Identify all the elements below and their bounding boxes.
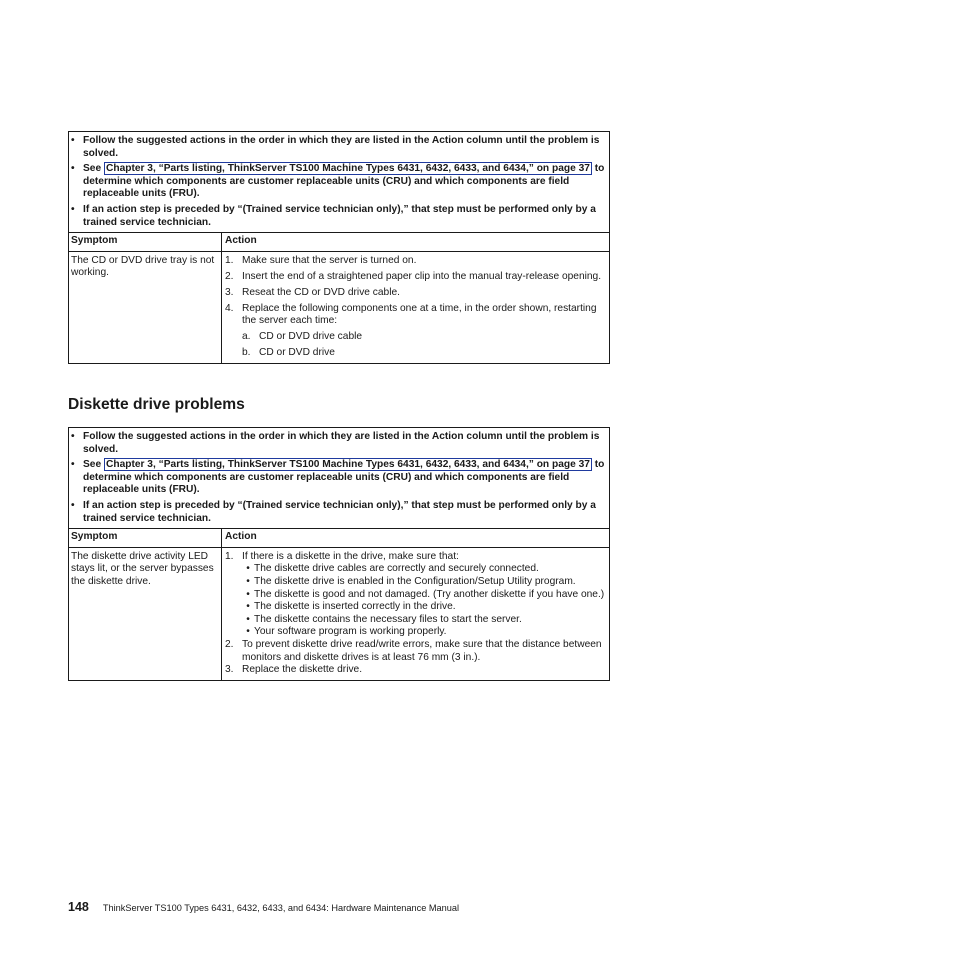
bullet-item (242, 576, 605, 589)
note-text (83, 459, 605, 497)
step-text: Reseat the CD or DVD drive cable. (242, 286, 400, 298)
bullet-icon: • (246, 563, 250, 575)
bullet-item (242, 626, 605, 639)
page-number: 148 (68, 900, 89, 914)
table-header (69, 529, 609, 548)
bullet-icon: • (71, 459, 75, 471)
diskette-problem-table (68, 427, 610, 681)
action-step (225, 639, 605, 664)
note-item (71, 204, 605, 229)
step-text: If there is a diskette in the drive, make sure that: (242, 550, 459, 562)
action-step (225, 303, 605, 360)
step-number: 1. (225, 254, 234, 266)
bullet-text: The diskette is inserted correctly in the drive. (254, 601, 456, 613)
bullet-icon: • (71, 163, 75, 175)
symptom-cell: The CD or DVD drive tray is not working. (69, 252, 222, 363)
bullet-icon: • (246, 588, 250, 600)
table-notes (69, 132, 609, 233)
step-number: 1. (225, 550, 234, 562)
note-prefix: See (83, 163, 102, 175)
action-step (225, 255, 605, 268)
step-text: To prevent diskette drive read/write errors, make sure that the distance between monitors and diskette drives is at least 76 mm (3 in.). (242, 638, 602, 663)
page-footer (68, 900, 459, 914)
chapter-3-link[interactable]: Chapter 3, “Parts listing, ThinkServer TS100 Machine Types 6431, 6432, 6433, and 6434,” on page 37 (105, 163, 590, 175)
bullet-icon: • (71, 499, 75, 511)
table-row (69, 548, 609, 680)
step-body (242, 551, 605, 639)
table-header (69, 233, 609, 252)
substep-letter: a. (242, 331, 251, 343)
bullet-icon: • (246, 601, 250, 613)
chapter-3-link[interactable]: Chapter 3, “Parts listing, ThinkServer TS100 Machine Types 6431, 6432, 6433, and 6434,” on page 37 (105, 459, 590, 471)
action-header: Action (225, 531, 257, 543)
note-item (71, 459, 605, 497)
note-text: If an action step is preceded by “(Trained service technician only),” that step must be performed only by a trained service technician. (83, 499, 596, 524)
note-suffix: to determine which components are customer replaceable units (CRU) and which components are field replaceable units (FRU). (83, 459, 605, 496)
action-cell (222, 252, 609, 363)
note-prefix: See (83, 459, 102, 471)
bullet-icon: • (71, 431, 75, 442)
step-number: 4. (225, 302, 234, 314)
step-number: 3. (225, 664, 234, 676)
note-text (83, 163, 605, 201)
action-step (225, 664, 605, 677)
substep-text: CD or DVD drive cable (259, 331, 363, 343)
note-text: If an action step is preceded by “(Trained service technician only),” that step must be performed only by a trained service technician. (83, 203, 596, 228)
symptom-header: Symptom (69, 529, 222, 547)
step-text: Replace the diskette drive. (242, 664, 363, 676)
table-row (69, 252, 609, 363)
bullet-icon: • (71, 203, 75, 215)
bullet-text: The diskette is good and not damaged. (Try another diskette if you have one.) (254, 588, 605, 600)
footer-title: ThinkServer TS100 Types 6431, 6432, 6433, and 6434: Hardware Maintenance Manual (102, 903, 460, 913)
symptom-header: Symptom (69, 233, 222, 251)
action-step (225, 271, 605, 284)
note-suffix: to determine which components are customer replaceable units (CRU) and which components are field replaceable units (FRU). (83, 163, 605, 200)
table-notes (69, 428, 609, 529)
bullet-item (242, 563, 605, 576)
bullet-icon: • (71, 135, 75, 146)
note-item (71, 431, 605, 456)
bullet-text: The diskette drive is enabled in the Configuration/Setup Utility program. (254, 575, 576, 587)
step-number: 3. (225, 286, 234, 298)
note-item (71, 163, 605, 201)
note-item (71, 135, 605, 160)
note-item (71, 500, 605, 525)
action-step (225, 287, 605, 300)
bullet-text: The diskette contains the necessary files to start the server. (254, 613, 522, 625)
substep-letter: b. (242, 347, 251, 359)
bullet-text: The diskette drive cables are correctly and securely connected. (254, 563, 539, 575)
section-title: Diskette drive problems (68, 396, 245, 413)
cd-dvd-problem-table (68, 131, 610, 364)
step-text: Replace the following components one at a time, in the order shown, restarting the server each time: (242, 302, 597, 327)
sub-step (242, 347, 605, 360)
step-body (242, 303, 605, 360)
step-number: 2. (225, 270, 234, 282)
step-text: Insert the end of a straightened paper clip into the manual tray-release opening. (242, 270, 602, 282)
action-header: Action (225, 235, 257, 247)
substep-text: CD or DVD drive (259, 347, 335, 359)
sub-step (242, 331, 605, 344)
step-text: Make sure that the server is turned on. (242, 254, 417, 266)
bullet-item (242, 601, 605, 614)
step-number: 2. (225, 638, 234, 650)
action-cell (222, 548, 609, 680)
bullet-icon: • (246, 575, 250, 587)
action-step (225, 551, 605, 639)
bullet-icon: • (246, 626, 250, 638)
symptom-cell: The diskette drive activity LED stays lit, or the server bypasses the diskette drive. (69, 548, 222, 680)
bullet-icon: • (246, 613, 250, 625)
bullet-item (242, 589, 605, 602)
bullet-text: Your software program is working properly. (254, 626, 447, 638)
note-text: Follow the suggested actions in the order in which they are listed in the Action column until the problem is solved. (83, 431, 600, 455)
bullet-item (242, 614, 605, 627)
note-text: Follow the suggested actions in the order in which they are listed in the Action column until the problem is solved. (83, 135, 600, 159)
